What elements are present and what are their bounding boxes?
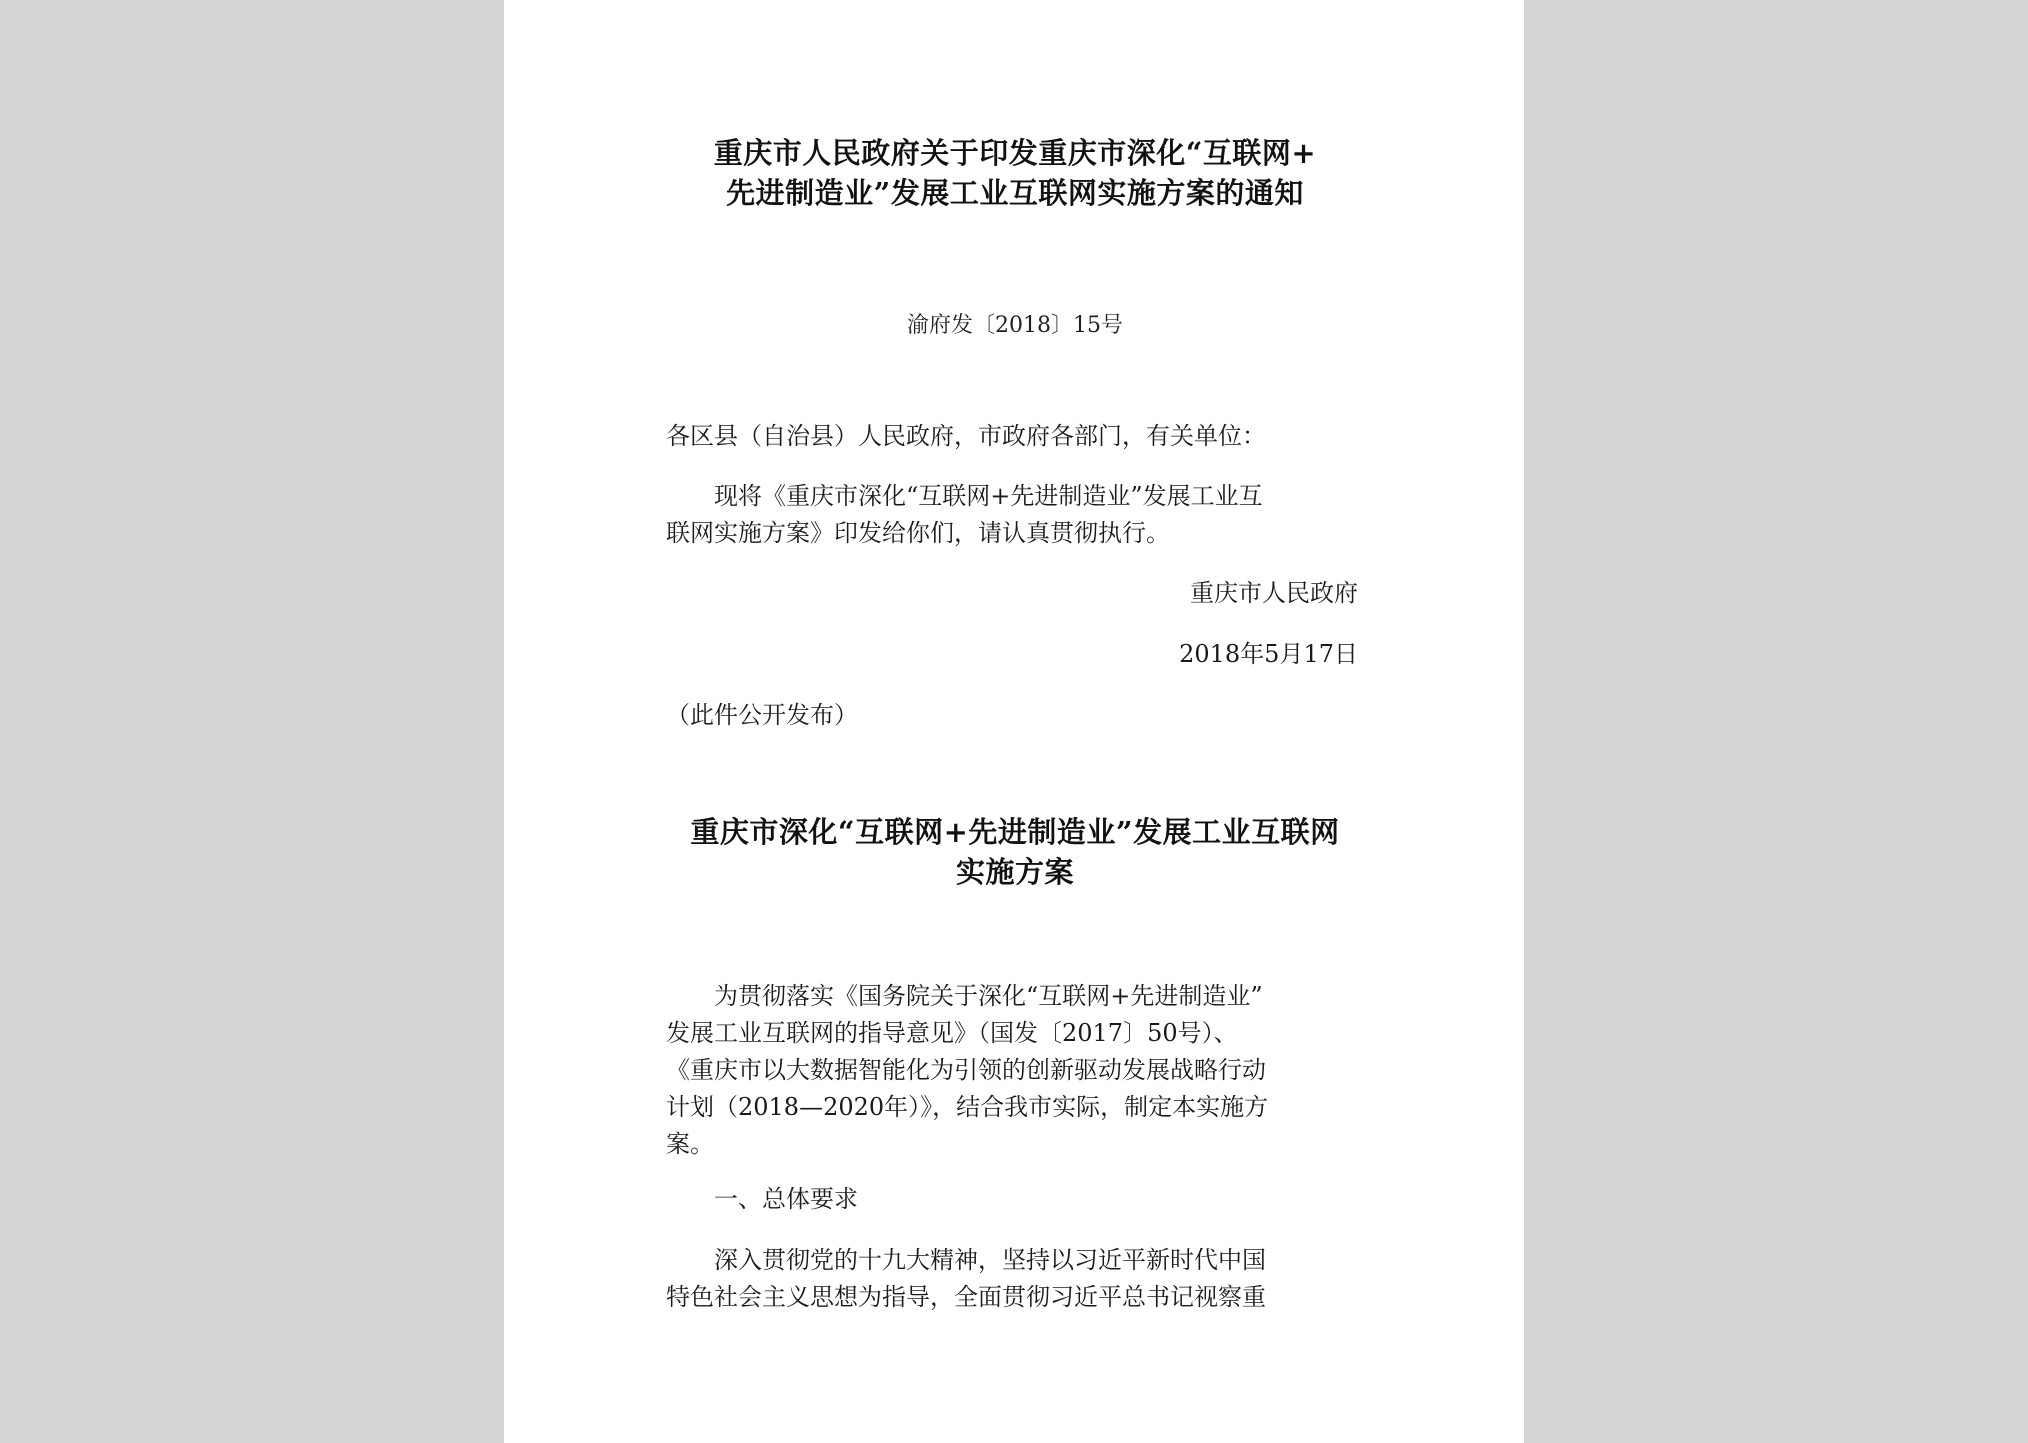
- addressee-block: [666, 418, 1364, 455]
- plan-intro-line-4: 计划（2018—2020年）》，结合我市实际，制定本实施方: [666, 1093, 1269, 1121]
- plan-title: [666, 812, 1364, 892]
- document-page: [504, 0, 1524, 1443]
- plan-title-line-2: 实施方案: [955, 855, 1074, 889]
- notice-title-line-2: 先进制造业”发展工业互联网实施方案的通知: [726, 176, 1304, 210]
- notice-title: [666, 133, 1364, 213]
- plan-intro-line-3: 《重庆市以大数据智能化为引领的创新驱动发展战略行动: [666, 1056, 1266, 1084]
- plan-intro-line-2: 发展工业互联网的指导意见》（国发〔2017〕50号）、: [666, 1019, 1238, 1047]
- section-1-heading: 一、总体要求: [714, 1185, 858, 1213]
- issuer-block: [666, 575, 1364, 612]
- issue-date: 2018年5月17日: [1179, 640, 1358, 668]
- plan-intro: [666, 978, 1364, 1163]
- section-1-heading-block: [666, 1181, 1364, 1218]
- section-1-line-1: 深入贯彻党的十九大精神，坚持以习近平新时代中国: [714, 1246, 1266, 1274]
- date-block: [666, 636, 1364, 673]
- publication-note: （此件公开发布）: [666, 701, 858, 729]
- addressee: 各区县（自治县）人民政府，市政府各部门，有关单位：: [666, 422, 1266, 450]
- section-1-line-2: 特色社会主义思想为指导，全面贯彻习近平总书记视察重: [666, 1283, 1266, 1311]
- notice-body-line-2: 联网实施方案》印发给你们，请认真贯彻执行。: [666, 519, 1170, 547]
- plan-intro-line-5: 案。: [666, 1130, 714, 1158]
- plan-intro-line-1: 为贯彻落实《国务院关于深化“互联网+先进制造业”: [714, 982, 1263, 1010]
- section-1-body: [666, 1242, 1364, 1316]
- publication-note-block: [666, 697, 1364, 734]
- notice-body-line-1: 现将《重庆市深化“互联网+先进制造业”发展工业互: [714, 482, 1263, 510]
- doc-number: 渝府发〔2018〕15号: [907, 313, 1123, 338]
- plan-title-line-1: 重庆市深化“互联网+先进制造业”发展工业互联网: [690, 815, 1340, 849]
- notice-body: [666, 478, 1364, 552]
- issuer: 重庆市人民政府: [1190, 579, 1358, 607]
- notice-title-line-1: 重庆市人民政府关于印发重庆市深化“互联网+: [713, 136, 1317, 170]
- doc-number-block: [666, 308, 1364, 339]
